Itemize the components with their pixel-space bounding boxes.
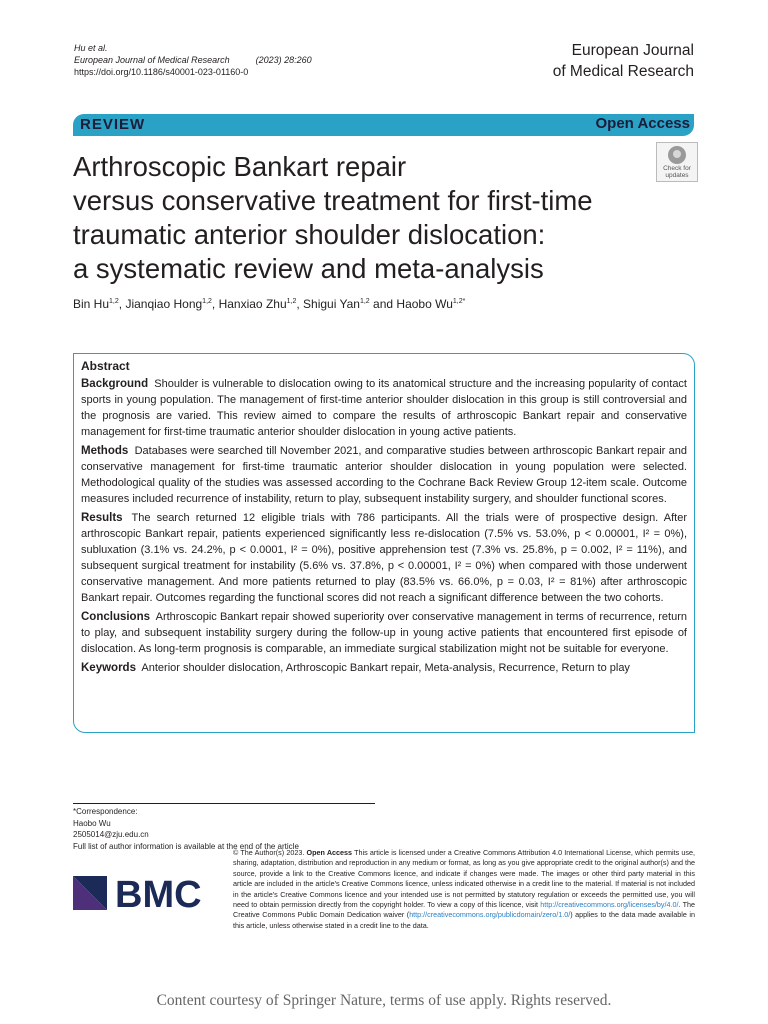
check-for-updates-badge[interactable] (656, 142, 698, 182)
title-line4: a systematic review and meta-analysis (73, 253, 544, 284)
author-affiliation: 1,2 (286, 298, 297, 305)
license-body-2: . The Creative Commons Public Domain Dedication waiver ( (233, 900, 696, 920)
journal-name-line1: European Journal (571, 42, 694, 59)
results-label: Results (81, 512, 123, 524)
article-type-banner (73, 114, 694, 136)
open-access-label: Open Access (595, 115, 690, 132)
license-body-3: ) applies to the data made available in this article, unless otherwise stated in a credit line to the data. (233, 910, 695, 930)
results-text: The search returned 12 eligible trials with 786 participants. All the trials were of prospective design. After arthroscopic Bankart repair, patients experienced significantly less re-dislocation (7.5% vs. 53.0%, p < 0.00001, I² = 0%), subluxation (3.1% vs. 24.2%, p < 0.0001, I² = 0%), positive apprehension test (7.3% vs. 25.8%, p = 0.002, I² = 11%), and subsequent surgical treatment for instability (5.6% vs. 37.8%, p < 0.00001, I² = 0%) when compared with those underwent conservative management. And more patients returned to play (83.5% vs. 66.0%, p = 0.03, I² = 81%) after arthroscopic Bankart repair. Outcomes regarding the functional scores did not reach a significant difference between the two cohorts. (81, 512, 687, 604)
license-text (233, 848, 695, 931)
article-header (74, 42, 312, 78)
correspondence-note (73, 806, 299, 852)
abstract-background (81, 376, 687, 440)
license-body: This article is licensed under a Creative Commons Attribution 4.0 International License, which permits use, sharing, adaptation, distribution and reproduction in any medium or format, as long as you give appropriate credit to the original author(s) and the source, provide a link to the Creative Commons licence, and indicate if changes were made. The images or other third party material in this article are included in the article's Creative Commons licence, unless indicated otherwise in a credit line to the material. If material is not included in the article's Creative Commons licence and your intended use is not permitted by statutory regulation or exceeds the permitted use, you will need to obtain permission directly from the copyright holder. To view a copy of this licence, visit (233, 848, 695, 910)
bmc-logo-icon (73, 874, 215, 914)
journal-citation: European Journal of Medical Research (74, 55, 230, 65)
title-line3: traumatic anterior shoulder dislocation: (73, 219, 546, 250)
abstract-methods (81, 443, 687, 507)
bmc-logo-text: BMC (115, 874, 202, 914)
title-line2: versus conservative treatment for first-time (73, 185, 593, 216)
keywords-label: Keywords (81, 662, 136, 674)
journal-name (553, 40, 694, 82)
running-authors: Hu et al. (74, 43, 108, 53)
author-name[interactable]: Jianqiao Hong (125, 297, 203, 311)
background-label: Background (81, 378, 149, 390)
background-text: Shoulder is vulnerable to dislocation owing to its anatomical structure and the increasing popularity of contact sports in young population. The management of first-time anterior shoulder dislocation in this group is still controversial and the prognosis are varied. This review aimed to compare the results of arthroscopic Bankart repair and conservative management for first-time traumatic anterior shoulder dislocation in young active patients. (81, 378, 687, 438)
correspondence-label: *Correspondence: (73, 807, 138, 816)
author-affiliation: 1,2 (359, 298, 370, 305)
conclusions-label: Conclusions (81, 611, 151, 623)
abstract-keywords (81, 660, 687, 676)
keywords-text: Anterior shoulder dislocation, Arthroscopic Bankart repair, Meta-analysis, Recurrence, Return to play (141, 662, 630, 674)
check-updates-line1: Check for (663, 165, 691, 172)
author-affiliation: 1,2* (452, 298, 466, 305)
footnote-divider (73, 803, 375, 804)
check-updates-icon (668, 146, 686, 164)
article-type-label: REVIEW (80, 116, 146, 133)
article-title (73, 150, 653, 286)
author-separator: and (369, 297, 397, 311)
abstract-conclusions (81, 609, 687, 657)
copyright-notice: © The Author(s) 2023. (233, 848, 305, 857)
author-affiliation: 1,2 (109, 298, 119, 305)
cc-zero-link[interactable]: http://creativecommons.org/publicdomain/zero/1.0/ (409, 910, 571, 920)
methods-label: Methods (81, 445, 129, 457)
check-updates-line2: updates (665, 172, 689, 179)
author-separator: , (211, 297, 219, 311)
methods-text: Databases were searched till November 2021, and comparative studies between arthroscopic Bankart repair and conservative management for first-time traumatic anterior shoulder dislocation in young population were selected. Methodological quality of the studies was assessed according to the Cochrane Back Review Group 12-item scale. Outcome measures included recurrence of instability, return to play, subsequent instability surgery, and shoulder functional scores. (81, 445, 687, 505)
author-name[interactable]: Bin Hu (73, 297, 110, 311)
author-affiliation: 1,2 (202, 298, 212, 305)
correspondence-name: Haobo Wu (73, 818, 111, 828)
conclusions-text: Arthroscopic Bankart repair showed superiority over conservative management in terms of recurrence, return to play, and subsequent instability surgery during the follow-up in young active patients that encountered first episode of dislocation. As long-term prognosis is comparable, an immediate surgical stabilization might not be suitable for everyone. (81, 611, 687, 655)
author-separator: , (296, 297, 304, 311)
author-name[interactable]: Haobo Wu (396, 297, 453, 311)
abstract-results (81, 510, 687, 606)
page-footer: Content courtesy of Springer Nature, terms of use apply. Rights reserved. (156, 992, 612, 1009)
journal-name-line2: of Medical Research (552, 63, 694, 80)
bmc-logo (73, 874, 215, 914)
correspondence-email[interactable]: 2505014@zju.edu.cn (73, 830, 149, 839)
abstract-heading: Abstract (81, 359, 130, 373)
year-volume: (2023) 28:260 (255, 55, 312, 65)
author-info-note: Full list of author information is available at the end of the article (73, 841, 299, 851)
author-list (73, 297, 465, 311)
doi-link[interactable]: https://doi.org/10.1186/s40001-023-01160-0 (74, 67, 249, 77)
author-separator: , (118, 297, 126, 311)
title-line1: Arthroscopic Bankart repair (73, 151, 407, 182)
author-name[interactable]: Hanxiao Zhu (218, 297, 287, 311)
license-oa-label: Open Access (306, 848, 353, 857)
abstract-box (73, 353, 695, 733)
cc-by-link[interactable]: http://creativecommons.org/licenses/by/4.0/ (540, 900, 679, 910)
author-name[interactable]: Shigui Yan (303, 297, 360, 311)
